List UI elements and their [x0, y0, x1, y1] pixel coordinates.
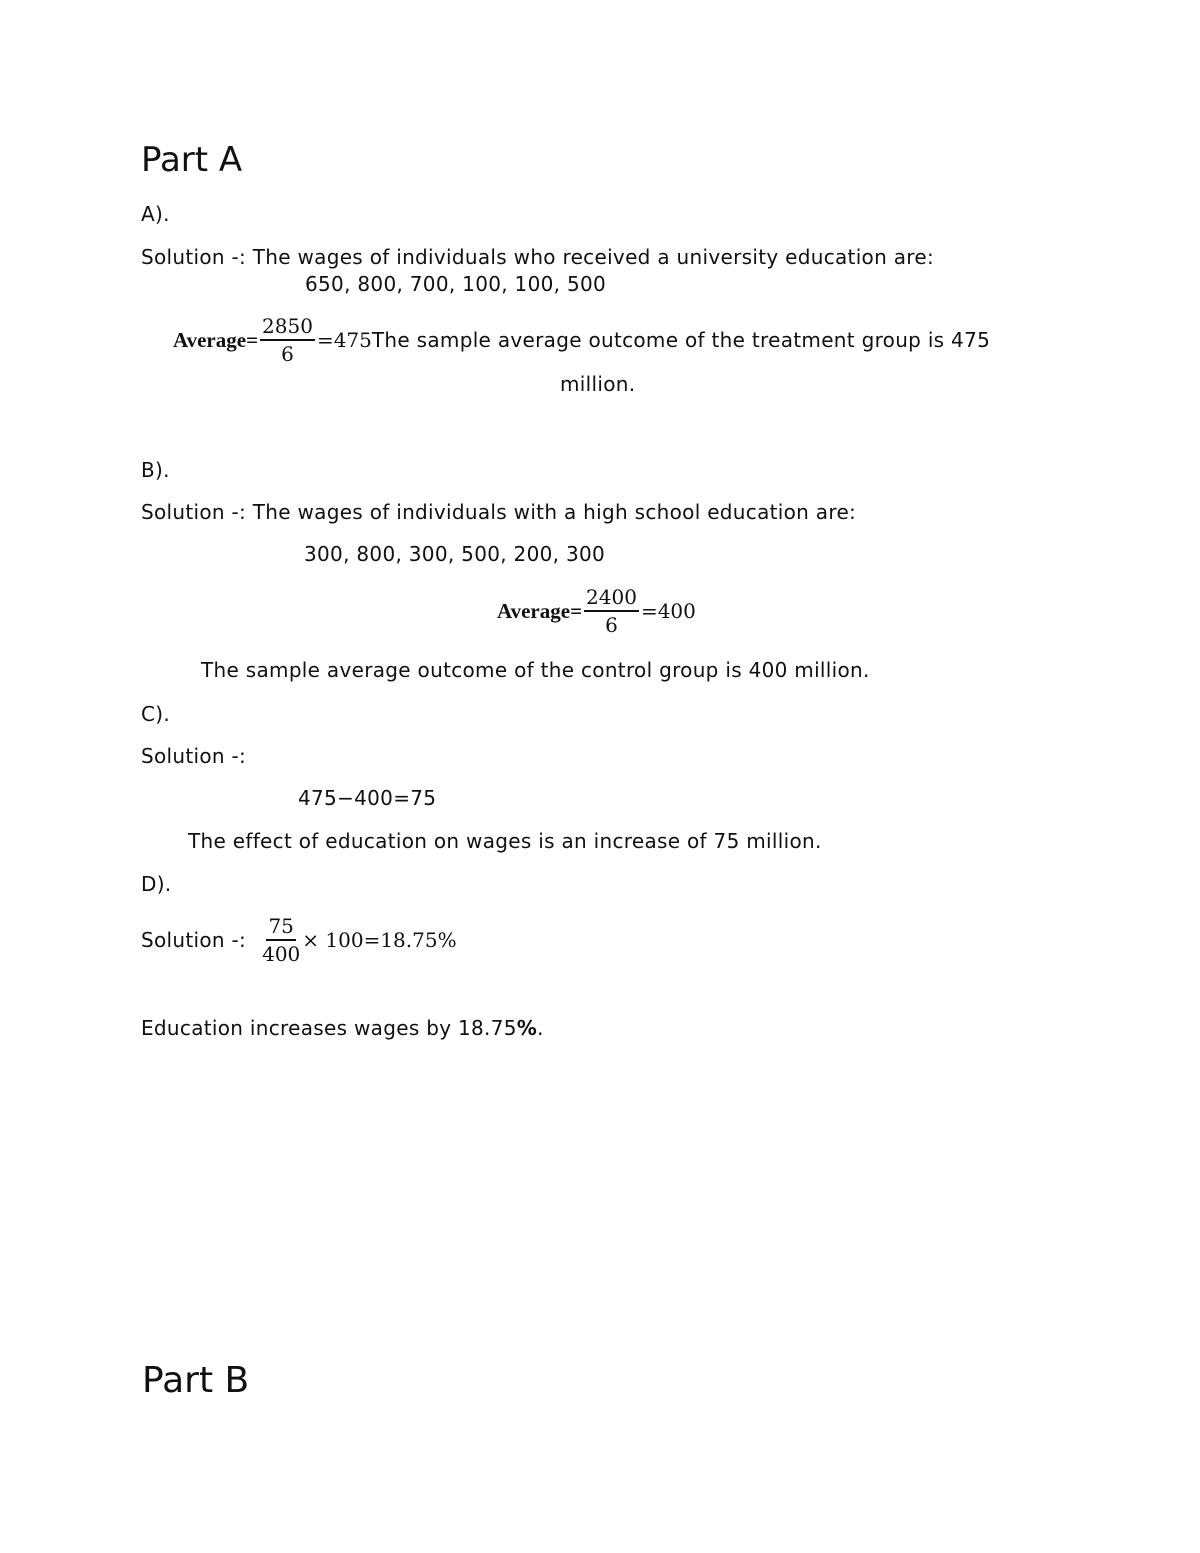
equation-result: =400 — [640, 599, 696, 623]
section-a-equation — [173, 314, 990, 366]
section-c-equation: 475−400=75 — [298, 786, 437, 810]
denominator: 6 — [281, 342, 294, 366]
section-c-label: C). — [141, 702, 171, 726]
section-b-label: B). — [141, 458, 170, 482]
part-a-heading: Part A — [141, 140, 243, 180]
section-b-values: 300, 800, 300, 500, 200, 300 — [304, 542, 606, 566]
section-a-statement-cont: million. — [560, 372, 636, 396]
statement-text: Education increases wages by 18.75 — [141, 1016, 517, 1040]
fraction — [584, 585, 639, 637]
section-b-equation — [497, 585, 696, 637]
fraction — [260, 314, 315, 366]
average-label: Average= — [497, 598, 583, 623]
denominator: 400 — [262, 942, 301, 966]
section-a-statement: The sample average outcome of the treatment group is 475 — [371, 328, 991, 352]
section-d-solution: Solution -: — [141, 928, 247, 952]
numerator: 75 — [266, 914, 295, 941]
section-b-statement: The sample average outcome of the control group is 400 million. — [201, 658, 870, 682]
section-c-solution: Solution -: — [141, 744, 247, 768]
section-d-label: D). — [141, 872, 172, 896]
section-a-solution: Solution -: The wages of individuals who received a university education are: — [141, 245, 935, 269]
section-b-solution: Solution -: The wages of individuals with a high school education are: — [141, 500, 857, 524]
section-a-label: A). — [141, 202, 170, 226]
statement-percent: % — [516, 1016, 538, 1040]
fraction — [262, 914, 300, 966]
section-d-equation — [141, 914, 457, 966]
average-label: Average= — [173, 327, 259, 352]
numerator: 2850 — [260, 314, 315, 341]
equation-result: =475 — [316, 328, 372, 352]
section-d-statement — [141, 1016, 544, 1040]
section-a-values: 650, 800, 700, 100, 100, 500 — [305, 272, 607, 296]
section-c-statement: The effect of education on wages is an increase of 75 million. — [188, 829, 822, 853]
numerator: 2400 — [584, 585, 639, 612]
equation-result: × 100=18.75% — [302, 928, 457, 952]
denominator: 6 — [605, 613, 618, 637]
part-b-heading: Part B — [142, 1360, 250, 1401]
statement-period: . — [537, 1016, 544, 1040]
